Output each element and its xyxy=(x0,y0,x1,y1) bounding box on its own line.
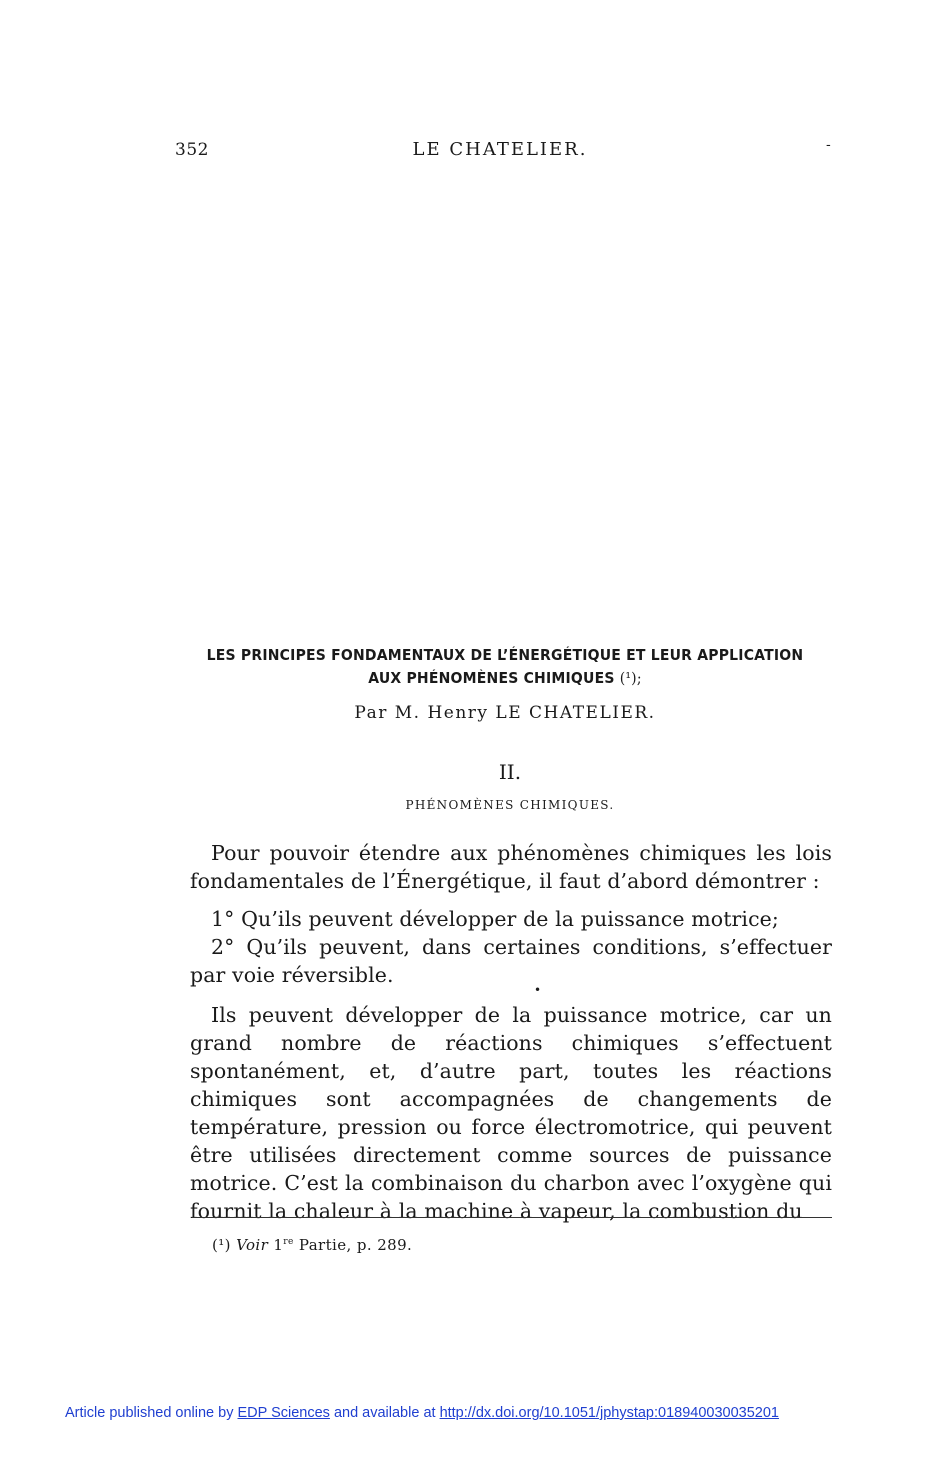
footnote-reference: (¹); xyxy=(619,670,642,688)
list-item-1: 1° Qu’ils peuvent développer de la puissance motrice; xyxy=(211,907,779,931)
footnote xyxy=(212,1236,412,1254)
article-title-text: AUX PHÉNOMÈNES CHIMIQUES xyxy=(368,670,615,688)
publisher-notice xyxy=(65,1405,779,1421)
stray-mark: • xyxy=(534,983,542,997)
author-byline: Par M. Henry LE CHATELIER. xyxy=(354,703,656,723)
footnote-voir: Voir xyxy=(236,1236,269,1254)
footnote-rule xyxy=(192,1217,832,1218)
article-title-line-1: LES PRINCIPES FONDAMENTAUX DE L’ÉNERGÉTIQUE ET LEUR APPLICATION xyxy=(206,647,804,665)
footnote-text: Partie, p. 289. xyxy=(298,1236,413,1254)
list-item-2: 2° Qu’ils peuvent, dans certaines conditions, s’effectuer par voie réversible. xyxy=(190,935,832,987)
body-paragraph-2: Ils peuvent développer de la puissance motrice, car un grand nombre de réactions chimiques s’effectuent spontanément, et, d’autre part, toutes les réactions chimiques sont accompagnées de changements de température, pression ou force électromotrice, qui peuvent être utilisées directement comme sources de puissance motrice. C’est la combinaison du charbon avec l’oxygène qui fournit la chaleur à la machine à vapeur, la combustion du xyxy=(190,1003,832,1223)
running-head: LE CHATELIER. xyxy=(412,139,588,160)
page-number: 352 xyxy=(175,140,209,160)
section-title: PHÉNOMÈNES CHIMIQUES. xyxy=(405,798,615,812)
publisher-middle: and available at xyxy=(333,1405,436,1421)
footnote-marker: (¹) xyxy=(212,1236,231,1254)
article-title-line-2 xyxy=(170,671,840,688)
footnote-part-number: 1 xyxy=(273,1236,284,1254)
section-number: II. xyxy=(498,760,522,784)
body-paragraph-1: Pour pouvoir étendre aux phénomènes chimiques les lois fondamentales de l’Énergétique, il faut d’abord démontrer : xyxy=(190,841,832,893)
corner-mark: - xyxy=(826,137,831,153)
doi-link[interactable]: http://dx.doi.org/10.1051/jphystap:018940030035201 xyxy=(439,1405,779,1421)
publisher-prefix: Article published online by xyxy=(65,1405,234,1421)
edp-sciences-link[interactable]: EDP Sciences xyxy=(237,1405,330,1421)
footnote-part-superscript: re xyxy=(283,1237,294,1247)
